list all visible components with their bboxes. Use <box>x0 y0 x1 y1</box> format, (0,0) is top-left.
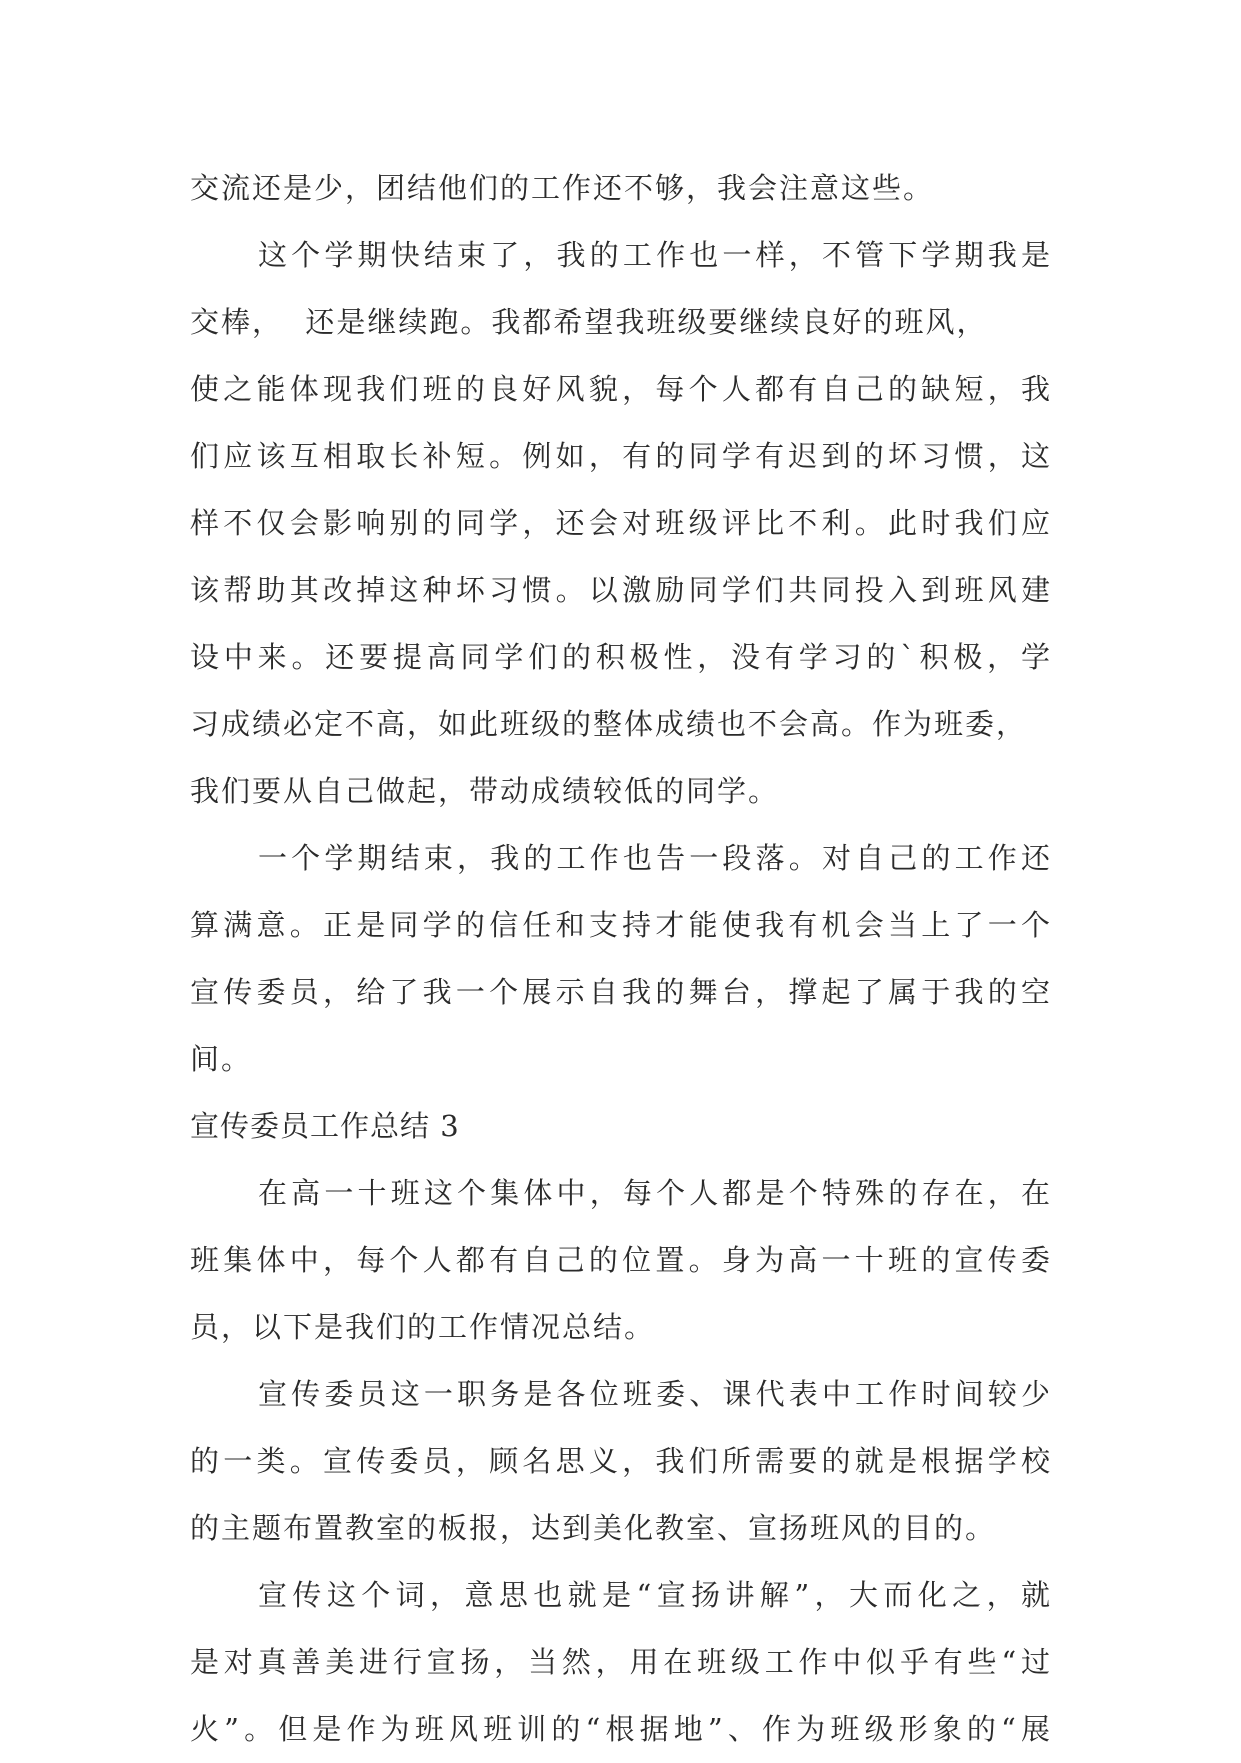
paragraph-start-line: 一个学期结束，我的工作也告一段落。对自己的工作还 <box>258 841 1052 875</box>
text-line: 们应该互相取长补短。例如，有的同学有迟到的坏习惯，这 <box>190 439 1052 473</box>
text-line: 火”。但是作为班风班训的“根据地”、作为班级形象的“展 <box>190 1712 1052 1746</box>
text-line: 样不仅会影响别的同学，还会对班级评比不利。此时我们应 <box>190 506 1052 540</box>
text-line: 该帮助其改掉这种坏习惯。以激励同学们共同投入到班风建 <box>190 573 1052 607</box>
paragraph-start-line: 在高一十班这个集体中，每个人都是个特殊的存在，在 <box>258 1176 1052 1210</box>
paragraph-start-line: 这个学期快结束了，我的工作也一样，不管下学期我是 <box>258 238 1052 272</box>
paragraph-start-line: 宣传委员这一职务是各位班委、课代表中工作时间较少 <box>258 1377 1052 1411</box>
text-line: 间。 <box>190 1042 253 1076</box>
text-line: 算满意。正是同学的信任和支持才能使我有机会当上了一个 <box>190 908 1052 942</box>
text-line: 的主题布置教室的板报，达到美化教室、宣扬班风的目的。 <box>190 1511 997 1545</box>
text-line: 使之能体现我们班的良好风貌，每个人都有自己的缺短，我 <box>190 372 1052 406</box>
text-line: 的一类。宣传委员，顾名思义，我们所需要的就是根据学校 <box>190 1444 1052 1478</box>
text-line: 是对真善美进行宣扬，当然，用在班级工作中似乎有些“过 <box>190 1645 1052 1679</box>
document-body <box>190 155 1052 1763</box>
text-line: 习成绩必定不高，如此班级的整体成绩也不会高。作为班委， <box>190 707 1028 741</box>
text-line: 设中来。还要提高同学们的积极性，没有学习的`积极，学 <box>190 640 1052 674</box>
paragraph-start-line: 宣传这个词，意思也就是“宣扬讲解”，大而化之，就 <box>258 1578 1052 1612</box>
text-line: 员，以下是我们的工作情况总结。 <box>190 1310 656 1344</box>
text-line: 交棒， 还是继续跑。我都希望我班级要继续良好的班风， <box>190 305 988 339</box>
text-line: 交流还是少，团结他们的工作还不够，我会注意这些。 <box>190 171 935 205</box>
section-heading: 宣传委员工作总结 3 <box>190 1109 460 1143</box>
text-line: 宣传委员，给了我一个展示自我的舞台，撑起了属于我的空 <box>190 975 1052 1009</box>
text-line: 班集体中，每个人都有自己的位置。身为高一十班的宣传委 <box>190 1243 1052 1277</box>
text-line: 我们要从自己做起，带动成绩较低的同学。 <box>190 774 780 808</box>
